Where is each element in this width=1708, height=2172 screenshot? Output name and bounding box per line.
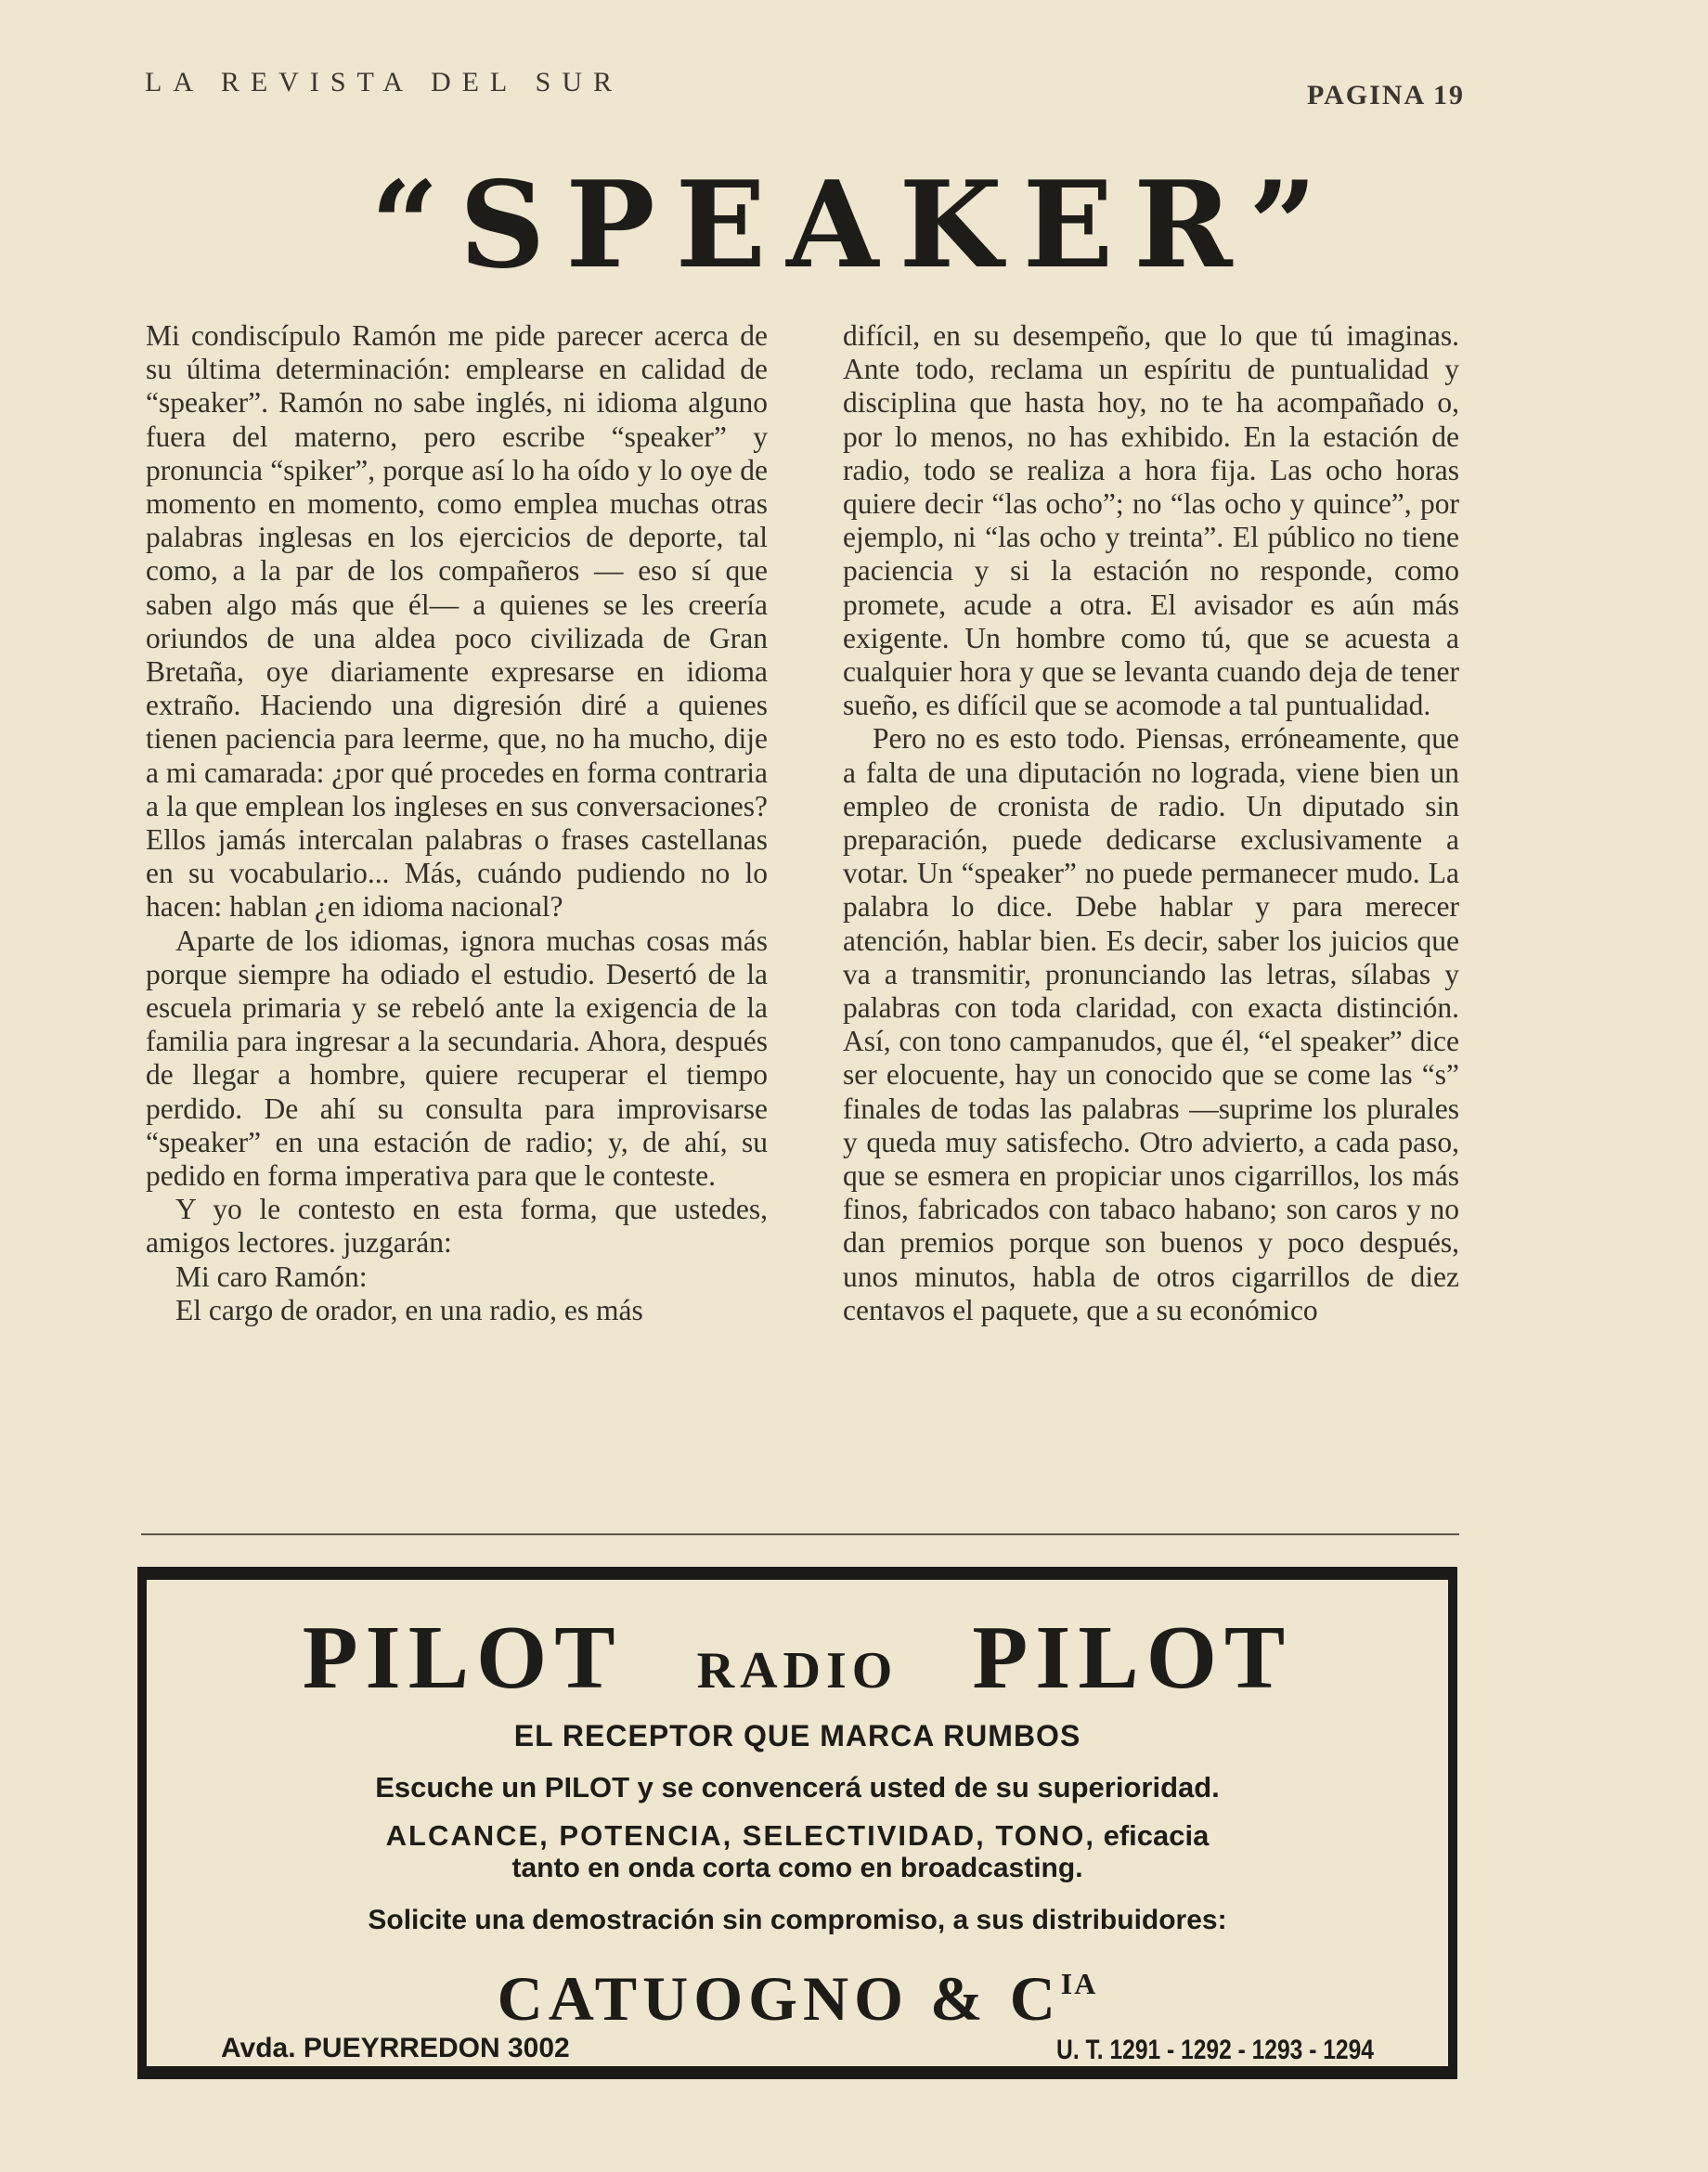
ad-text: Solicite una demostración sin compromiso, a sus distribuidores: bbox=[368, 1905, 1227, 1935]
ad-features-caps: ALCANCE, POTENCIA, SELECTIVIDAD, TONO, bbox=[385, 1819, 1095, 1852]
paragraph: Mi caro Ramón: bbox=[175, 1260, 368, 1293]
brand-name: PILOT bbox=[972, 1608, 1293, 1708]
divider bbox=[141, 1533, 1459, 1535]
ad-text: Escuche un PILOT y se convencerá usted de su superioridad. bbox=[375, 1771, 1220, 1804]
paragraph: Mi condiscípulo Ramón me pide parecer acerca de su última determinación: emplearse en calidad de “speaker”. Ramón no sabe inglés, ni idioma alguno fuera del materno, pero escribe “speaker” y pronuncia “spiker”, porque así lo ha oído y lo oye de momento en momento, como emplea muchas otras palabras inglesas en los ejercicios de deporte, tal como, a la par de los compañeros — eso sí que saben algo más que él— a quienes se les creería oriundos de una aldea poco civilizada de Gran Bretaña, oye diariamente expresarse en idioma extraño. Haciendo una digresión diré a quienes tienen paciencia para leerme, que, no ha mucho, dije a mi camarada: ¿por qué procedes en forma contraria a la que emplean los ingleses en sus conversaciones? Ellos jamás intercalan palabras o frases castellanas en su vocabulario... Más, cuándo pudiendo no lo hacen: hablan ¿en idioma nacional? bbox=[146, 319, 768, 924]
product-name: RADIO bbox=[696, 1642, 899, 1700]
company-name bbox=[147, 1962, 1448, 2036]
page-number: PAGINA 19 bbox=[1307, 80, 1465, 110]
company-address: Avda. PUEYRREDON 3002 bbox=[221, 2033, 570, 2063]
ad-headline bbox=[147, 1606, 1448, 1710]
company-name-main: CATUOGNO & bbox=[497, 1963, 989, 2034]
paragraph: difícil, en su desempeño, que lo que tú imaginas. Ante todo, reclama un espíritu de puntualidad y disciplina que hasta hoy, no te ha acompañado o, por lo menos, no has exhibido. En la estación de radio, todo se realiza a hora fija. Las ocho horas quiere decir “las ocho”; no “las ocho y quince”, por ejemplo, ni “las ocho y treinta”. El público no tiene paciencia y si la estación no responde, como promete, acude a otra. El avisador es aún más exigente. Un hombre como tú, que se acuesta a cualquier hora y que se levanta cuando deja de tener sueño, es difícil que se acomode a tal puntualidad. bbox=[843, 319, 1459, 722]
article-title: “SPEAKER” bbox=[370, 156, 1338, 295]
article-column-right bbox=[843, 319, 1459, 1327]
article-column-left bbox=[146, 319, 768, 1327]
ad-features-tail: eficacia bbox=[1103, 1819, 1210, 1852]
company-name-sup: IA bbox=[1060, 1967, 1098, 2000]
running-title: LA REVISTA DEL SUR bbox=[145, 67, 624, 97]
ad-text: tanto en onda corta como en broadcasting. bbox=[511, 1853, 1083, 1883]
company-name-c: C bbox=[1009, 1963, 1061, 2034]
brand-name: PILOT bbox=[302, 1608, 623, 1708]
pilot-radio-advertisement bbox=[137, 1567, 1457, 2079]
ad-tagline: EL RECEPTOR QUE MARCA RUMBOS bbox=[513, 1719, 1081, 1752]
paragraph: Y yo le contesto en esta forma, que ustedes, amigos lectores. juzgarán: bbox=[146, 1193, 768, 1260]
company-phone: U. T. 1291 - 1292 - 1293 - 1294 bbox=[1056, 2035, 1374, 2065]
paragraph: El cargo de orador, en una radio, es más bbox=[175, 1293, 643, 1326]
ad-features bbox=[147, 1819, 1448, 1853]
paragraph: Pero no es esto todo. Piensas, erróneamente, que a falta de una diputación no lograda, viene bien un empleo de cronista de radio. Un diputado sin preparación, puede dedicarse exclusivamente a votar. Un “speaker” no puede permanecer mudo. La palabra lo dice. Debe hablar y para merecer atención, hablar bien. Es decir, saber los juicios que va a transmitir, pronunciando las letras, sílabas y palabras con toda claridad, con exacta distinción. Así, con tono campanudos, que él, “el speaker” dice ser elocuente, hay un conocido que se come las “s” finales de todas las palabras —suprime los plurales y queda muy satisfecho. Otro advierto, a cada paso, que se esmera en propiciar unos cigarrillos, los más finos, fabricados con tabaco habano; son caros y no dan premios porque son buenos y poco después, unos minutos, habla de otros cigarrillos de diez centavos el paquete, que a su económico bbox=[843, 722, 1459, 1326]
paragraph: Aparte de los idiomas, ignora muchas cosas más porque siempre ha odiado el estudio. Desertó de la escuela primaria y se rebeló ante la exigencia de la familia para ingresar a la secundaria. Ahora, después de llegar a hombre, quiere recuperar el tiempo perdido. De ahí su consulta para improvisarse “speaker” en una estación de radio; y, de ahí, su pedido en forma imperativa para que le conteste. bbox=[146, 924, 768, 1193]
